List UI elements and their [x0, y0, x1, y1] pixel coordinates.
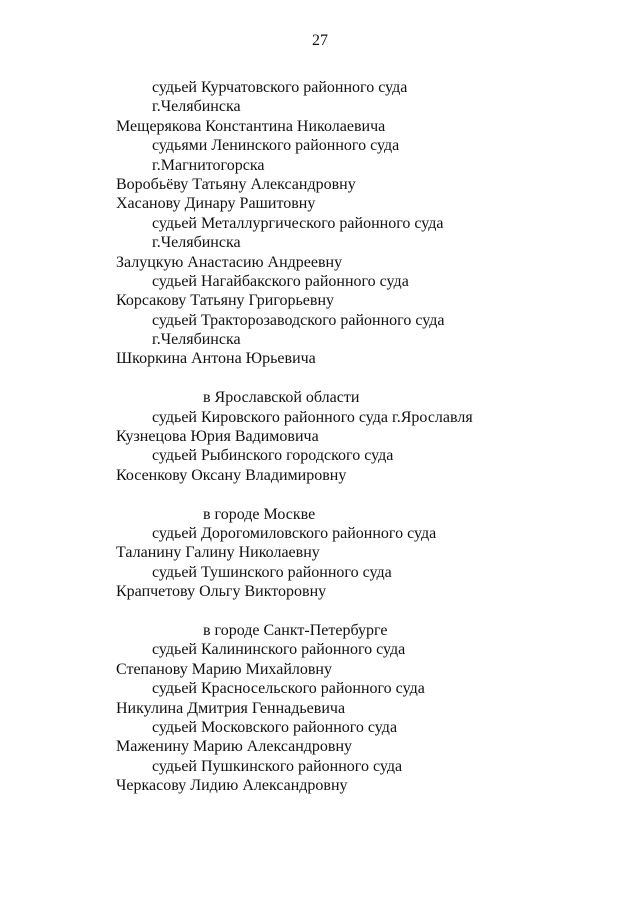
court-line: судьей Рыбинского городского суда — [152, 447, 394, 465]
court-line: г.Челябинска — [152, 234, 241, 252]
page-number: 27 — [312, 32, 328, 49]
section-gap — [0, 369, 640, 388]
court-line: г.Челябинска — [152, 331, 241, 349]
person-name-line: Воробьёву Татьяну Александровну — [116, 175, 356, 193]
court-line: судьей Дорогомиловского районного суда — [152, 524, 437, 542]
court-line: судьей Тушинского районного суда — [152, 563, 392, 581]
court-line: г.Челябинска — [152, 98, 241, 116]
court-line: г.Магнитогорска — [152, 156, 265, 174]
court-line: судьей Тракторозаводского районного суда — [152, 311, 445, 329]
court-line: судьей Московского районного суда — [152, 718, 398, 736]
person-name-line: Кузнецова Юрия Вадимовича — [116, 428, 319, 446]
court-line: судьей Кировского районного суда г.Ярославля — [152, 408, 473, 426]
document-body — [0, 78, 640, 795]
person-name-line: Никулина Дмитрия Геннадьевича — [116, 699, 346, 717]
person-name-line: Маженину Марию Александровну — [116, 738, 353, 756]
person-name-line: Корсакову Татьяну Григорьевну — [116, 292, 334, 310]
court-line: судьей Пушкинского районного суда — [152, 757, 403, 775]
person-name-line: Шкоркина Антона Юрьевича — [116, 350, 316, 368]
court-line: судьями Ленинского районного суда — [152, 137, 400, 155]
person-name-line: Залуцкую Анастасию Андреевну — [116, 253, 343, 271]
person-name-line: Косенкову Оксану Владимировну — [116, 466, 347, 484]
court-line: судьей Калининского районного суда — [152, 641, 406, 659]
person-name-line: Хасанову Динару Рашитовну — [116, 195, 316, 213]
section-gap — [0, 602, 640, 621]
region-heading: в Ярославской области — [203, 389, 360, 407]
court-line: судьей Металлургического районного суда — [152, 214, 444, 232]
section-gap — [0, 485, 640, 504]
person-name-line: Черкасову Лидию Александровну — [116, 777, 348, 795]
court-line: судьей Курчатовского районного суда — [152, 79, 408, 96]
person-name-line: Крапчетову Ольгу Викторовну — [116, 583, 327, 601]
person-name-line: Мещерякова Константина Николаевича — [116, 117, 386, 135]
court-line: судьей Красносельского районного суда — [152, 680, 425, 698]
person-name-line: Степанову Марию Михайловну — [116, 660, 332, 678]
person-name-line: Таланину Галину Николаевну — [116, 544, 320, 562]
court-line: судьей Нагайбакского районного суда — [152, 272, 409, 290]
region-heading: в городе Санкт-Петербурге — [203, 621, 388, 639]
region-heading: в городе Москве — [203, 505, 316, 523]
